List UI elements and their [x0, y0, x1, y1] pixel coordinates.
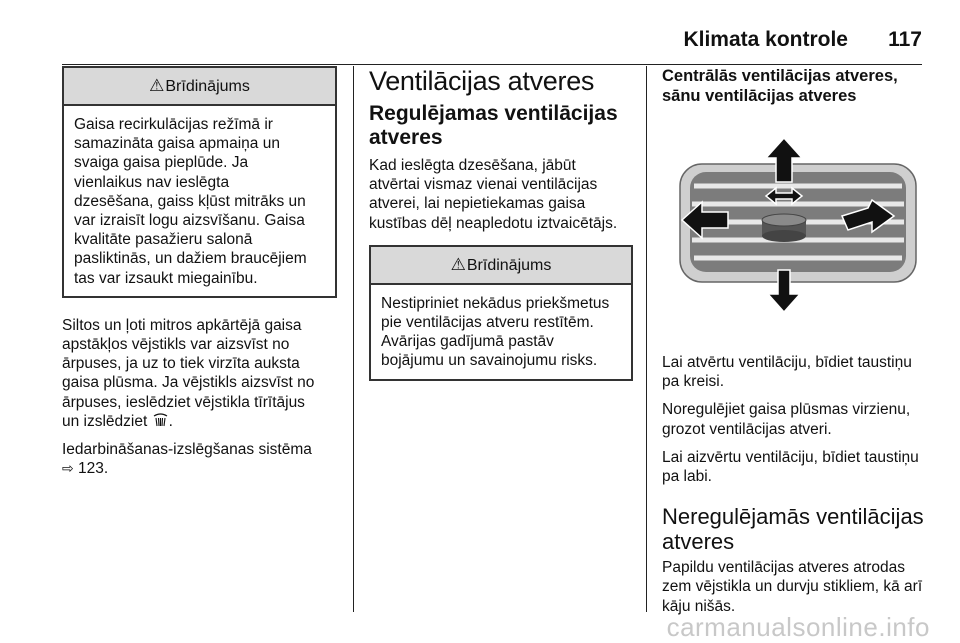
text-punctuation: . — [168, 412, 173, 430]
text-line: Neregulējamās ventilācijas — [662, 504, 924, 530]
text-line: tas var izsaukt miegainību. — [74, 269, 258, 287]
text-line: ārpuses, ja uz to tiek virzīta auksta — [62, 355, 300, 373]
text-line: Lai aizvērtu ventilāciju, bīdiet taustiņu — [662, 448, 919, 466]
text-line: pa kreisi. — [662, 373, 725, 391]
page-header — [0, 22, 960, 52]
text-line: pasliktinās, un dažiem braucējiem — [74, 250, 307, 268]
text-line: Regulējamas ventilācijas — [369, 102, 618, 125]
warning-header — [371, 247, 631, 285]
text-line: apstākļos vējstikls var aizsvīst no — [62, 336, 290, 354]
heading-center-side-vents — [662, 66, 930, 106]
text-line: pa labi. — [662, 468, 712, 486]
header-rule — [62, 64, 922, 65]
vent-slider-knob — [762, 214, 806, 242]
text-line: Avārijas gadījumā pastāv — [381, 333, 554, 351]
page-reference-arrow-icon: ⇨ — [62, 460, 74, 477]
column-2 — [369, 66, 633, 393]
text-line: atvērtai vismaz vienai ventilācijas — [369, 176, 598, 194]
ac-snowflake-icon — [152, 413, 169, 427]
text-line: Siltos un ļoti mitros apkārtējā gaisa — [62, 316, 302, 334]
text-line: gaisa plūsma. Ja vējstikls aizsvīst no — [62, 374, 315, 392]
text-line: samazināta gaisa apmaiņa un — [74, 135, 280, 153]
paragraph-open-vent — [662, 353, 930, 391]
column-divider-1 — [353, 66, 354, 612]
warning-header — [64, 68, 335, 106]
paragraph-stop-start-ref — [62, 440, 337, 478]
paragraph-cooling-vent — [369, 156, 633, 233]
warning-triangle-icon: ⚠ — [450, 254, 466, 274]
paragraph-close-vent — [662, 448, 930, 486]
page-number: 117 — [888, 28, 922, 51]
warning-title: Brīdinājums — [165, 78, 250, 95]
text-line: svaiga gaisa pieplūde. Ja — [74, 154, 249, 172]
warning-triangle-icon: ⚠ — [149, 76, 165, 95]
text-line: kvalitāte pasažieru salonā — [74, 231, 253, 249]
text-line: Nestipriniet nekādus priekšmetus — [381, 294, 610, 312]
watermark: carmanualsonline.info — [666, 612, 930, 642]
text-line: ārpuses, ieslēdziet vējstikla tīrītājus — [62, 393, 305, 411]
paragraph-additional-vents — [662, 558, 930, 616]
heading-ventilation: Ventilācijas atveres — [369, 66, 595, 96]
text-line: zem vējstikla un durvju stikliem, kā arī — [662, 578, 923, 596]
text-line: Papildu ventilācijas atveres atrodas — [662, 559, 905, 577]
text-line: Noregulējiet gaisa plūsmas virzienu, — [662, 401, 911, 419]
text-line: var izraisīt logu aizsvīšanu. Gaisa — [74, 212, 305, 230]
text-line: atveres — [369, 126, 443, 149]
column-3 — [662, 66, 930, 625]
text-line: Iedarbināšanas-izslēgšanas sistēma — [62, 441, 312, 459]
text-line: grozot ventilācijas atveri. — [662, 420, 832, 438]
text-line: kustības dēļ neapledotu iztvaicētājs. — [369, 214, 618, 232]
text-line: bojājumu un savainojumu risks. — [381, 352, 598, 370]
warning-body — [371, 285, 631, 379]
text-line: un izslēdziet — [62, 412, 148, 430]
text-line: vienlaikus nav ieslēgta — [74, 173, 230, 191]
text-line: Gaisa recirkulācijas režīmā ir — [74, 116, 273, 133]
text-line: atverei, lai nepietiekamas gaisa — [369, 195, 586, 213]
section-title: Klimata kontrole — [683, 28, 848, 51]
text-line: atveres — [662, 529, 735, 555]
warning-box-vent-objects — [369, 245, 633, 381]
paragraph-adjust-flow — [662, 400, 930, 438]
column-divider-2 — [646, 66, 647, 612]
subheading-adjustable-vents — [369, 102, 633, 150]
warning-title: Brīdinājums — [466, 256, 552, 274]
text-line: dzesēšana, gaiss kļūst mitrāks un — [74, 192, 306, 210]
warning-body — [64, 106, 335, 296]
heading-fixed-vents — [662, 504, 930, 554]
paragraph-fogging — [62, 316, 337, 431]
text-line: sānu ventilācijas atveres — [662, 87, 857, 105]
air-vent-illustration — [662, 120, 928, 330]
warning-box-recirculation — [62, 66, 337, 298]
page-reference[interactable]: 123. — [78, 460, 109, 478]
text-line: Centrālās ventilācijas atveres, — [662, 67, 898, 85]
column-1 — [62, 66, 337, 487]
text-line: Lai atvērtu ventilāciju, bīdiet taustiņu — [662, 354, 912, 371]
text-line: pie ventilācijas atveru restītēm. — [381, 314, 594, 332]
text-line: kāju nišās. — [662, 597, 736, 615]
text-line: Kad ieslēgta dzesēšana, jābūt — [369, 157, 576, 174]
